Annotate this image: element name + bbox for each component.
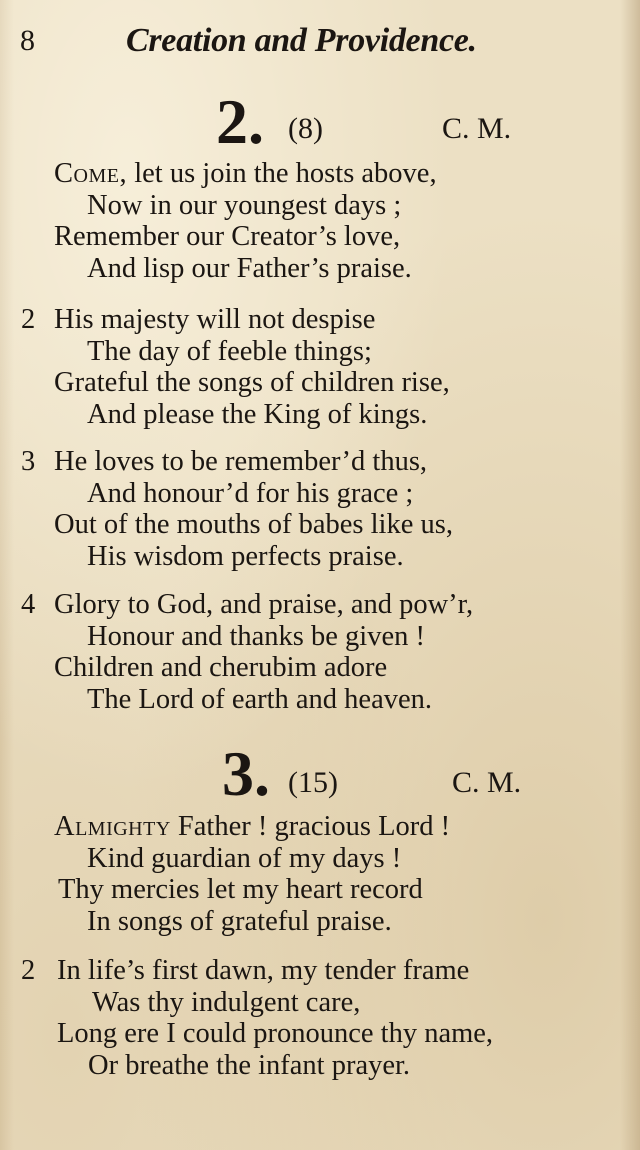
stanza-line (0, 158, 640, 190)
stanza-line: In songs of grateful praise. (87, 905, 392, 937)
hymn-reference: (15) (288, 766, 338, 799)
hymn-2-stanza-4 (0, 589, 640, 715)
stanza-line: His wisdom perfects praise. (87, 540, 404, 572)
hymn-2-heading (0, 86, 640, 157)
stanza-line (0, 811, 640, 843)
hymn-2-stanza-2 (0, 304, 640, 430)
stanza-line: Kind guardian of my days ! (87, 842, 402, 874)
page-header (0, 22, 640, 66)
stanza-line: And honour’d for his grace ; (87, 477, 414, 509)
stanza-line: And please the King of kings. (87, 398, 428, 430)
stanza-number: 4 (21, 589, 36, 620)
stanza-line: Thy mercies let my heart record (58, 874, 423, 905)
stanza-line: Glory to God, and praise, and pow’r, (54, 589, 474, 620)
stanza-line: Out of the mouths of babes like us, (54, 509, 453, 540)
stanza-line: Grateful the songs of children rise, (54, 367, 450, 398)
hymn-meter: C. M. (442, 112, 512, 145)
stanza-line: Long ere I could pronounce thy name, (57, 1018, 494, 1049)
opening-word: Come, (54, 158, 128, 189)
stanza-line: Honour and thanks be given ! (87, 620, 425, 652)
hymn-reference: (8) (288, 112, 323, 145)
opening-word: Almighty (54, 811, 171, 842)
stanza-line: Remember our Creator’s love, (54, 221, 401, 252)
stanza-line: In life’s first dawn, my tender frame (57, 955, 470, 986)
stanza-line: And lisp our Father’s praise. (87, 252, 412, 284)
hymn-3-stanza-1 (0, 811, 640, 937)
stanza-number: 3 (21, 446, 36, 477)
stanza-number: 2 (21, 955, 36, 986)
hymn-3-stanza-2 (0, 955, 640, 1081)
stanza-line: The Lord of earth and heaven. (87, 683, 433, 715)
line-text: let us join the hosts above, (127, 158, 437, 189)
stanza-line: Now in our youngest days ; (87, 189, 402, 221)
hymn-number: 2. (216, 86, 264, 157)
stanza-line: Or breathe the infant prayer. (88, 1049, 411, 1081)
running-title: Creation and Providence. (126, 22, 477, 59)
page-number: 8 (20, 24, 35, 57)
stanza-line: Was thy indulgent care, (92, 986, 361, 1018)
stanza-number: 2 (21, 304, 36, 335)
hymn-meter: C. M. (452, 766, 522, 799)
stanza-line: Children and cherubim adore (54, 652, 388, 683)
stanza-line: The day of feeble things; (87, 335, 372, 367)
stanza-line: He loves to be remember’d thus, (54, 446, 428, 477)
hymn-3-heading (0, 738, 640, 809)
hymn-2-stanza-3 (0, 446, 640, 572)
line-text: Father ! gracious Lord ! (170, 811, 451, 842)
hymn-2-stanza-1 (0, 158, 640, 284)
hymn-number: 3. (222, 738, 270, 809)
stanza-line: His majesty will not despise (54, 304, 376, 335)
